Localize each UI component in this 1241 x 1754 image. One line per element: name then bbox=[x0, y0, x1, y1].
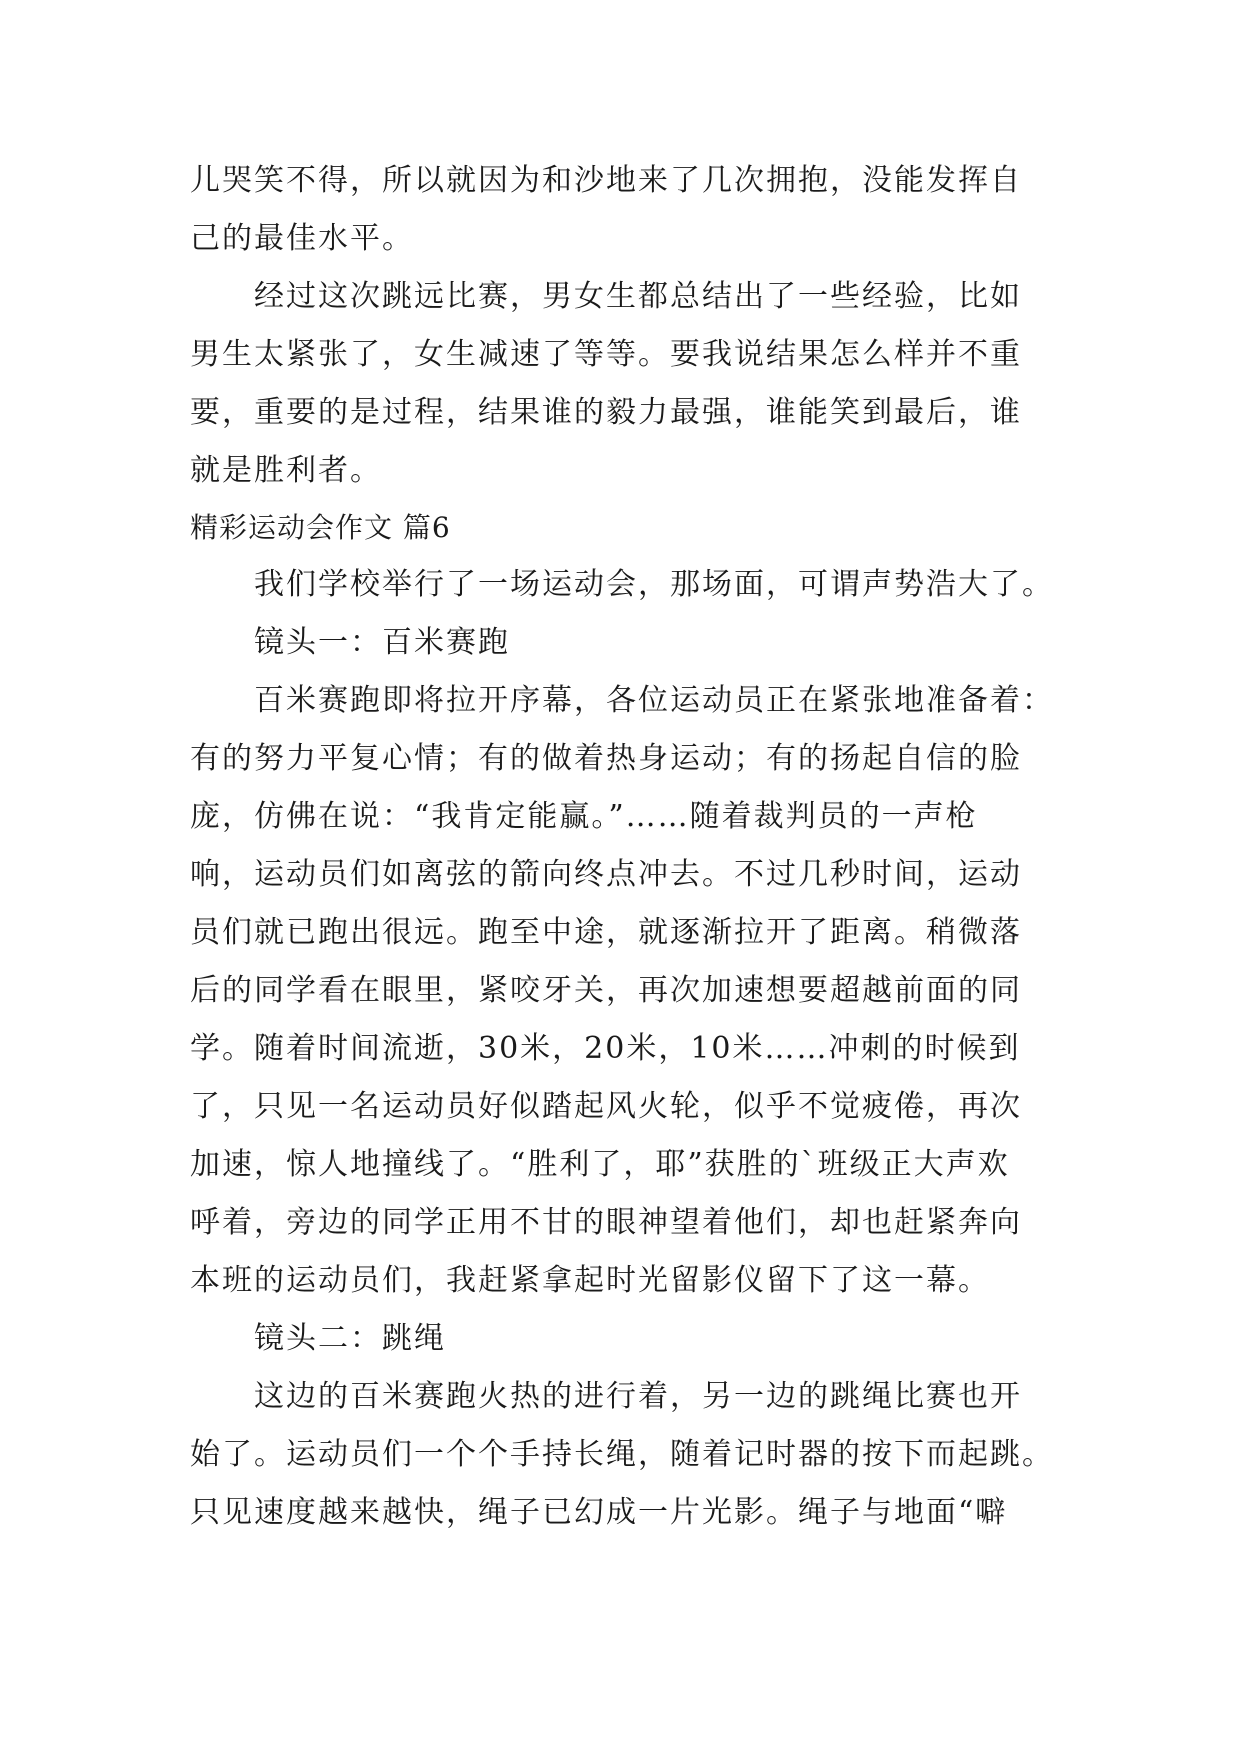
text-line: 员们就已跑出很远。跑至中途，就逐渐拉开了距离。稍微落 bbox=[190, 915, 1022, 950]
text-line: 只见速度越来越快，绳子已幻成一片光影。绳子与地面“噼 bbox=[190, 1495, 1008, 1530]
text-line: 己的最佳水平。 bbox=[190, 221, 414, 256]
scene1-paragraph bbox=[190, 672, 1070, 1310]
text-line: 男生太紧张了，女生减速了等等。要我说结果怎么样并不重 bbox=[190, 337, 1022, 372]
scene2-title: 镜头二：跳绳 bbox=[254, 1321, 446, 1356]
text-line: 庞，仿佛在说：“我肯定能赢。”……随着裁判员的一声枪 bbox=[190, 799, 978, 834]
intro-paragraph: 我们学校举行了一场运动会，那场面，可谓声势浩大了。 bbox=[254, 567, 1054, 602]
text-line: 响，运动员们如离弦的箭向终点冲去。不过几秒时间，运动 bbox=[190, 857, 1022, 892]
text-line: 学。随着时间流逝，30米，20米，10米……冲刺的时候到 bbox=[190, 1031, 1021, 1066]
text-line: 加速，惊人地撞线了。“胜利了，耶”获胜的`班级正大声欢 bbox=[190, 1147, 1010, 1182]
text-line: 了，只见一名运动员好似踏起风火轮，似乎不觉疲倦，再次 bbox=[190, 1089, 1022, 1124]
section-heading: 精彩运动会作文 篇6 bbox=[190, 511, 451, 544]
document-page bbox=[190, 152, 1070, 1542]
text-line: 要，重要的是过程，结果谁的毅力最强，谁能笑到最后，谁 bbox=[190, 395, 1022, 430]
text-line: 这边的百米赛跑火热的进行着，另一边的跳绳比赛也开 bbox=[254, 1379, 1022, 1414]
text-line: 儿哭笑不得，所以就因为和沙地来了几次拥抱，没能发挥自 bbox=[190, 163, 1022, 198]
text-line: 有的努力平复心情；有的做着热身运动；有的扬起自信的脸 bbox=[190, 741, 1022, 776]
summary-paragraph bbox=[190, 268, 1070, 500]
text-line: 就是胜利者。 bbox=[190, 453, 382, 488]
text-line: 本班的运动员们，我赶紧拿起时光留影仪留下了这一幕。 bbox=[190, 1263, 990, 1298]
text-line: 始了。运动员们一个个手持长绳，随着记时器的按下而起跳。 bbox=[190, 1437, 1054, 1472]
text-line: 呼着，旁边的同学正用不甘的眼神望着他们，却也赶紧奔向 bbox=[190, 1205, 1022, 1240]
text-line: 百米赛跑即将拉开序幕，各位运动员正在紧张地准备着： bbox=[254, 683, 1054, 718]
text-line: 后的同学看在眼里，紧咬牙关，再次加速想要超越前面的同 bbox=[190, 973, 1022, 1008]
scene1-title: 镜头一：百米赛跑 bbox=[254, 625, 510, 660]
scene2-paragraph bbox=[190, 1368, 1070, 1542]
text-line: 经过这次跳远比赛，男女生都总结出了一些经验，比如 bbox=[254, 279, 1022, 314]
continuation-paragraph bbox=[190, 152, 1070, 268]
